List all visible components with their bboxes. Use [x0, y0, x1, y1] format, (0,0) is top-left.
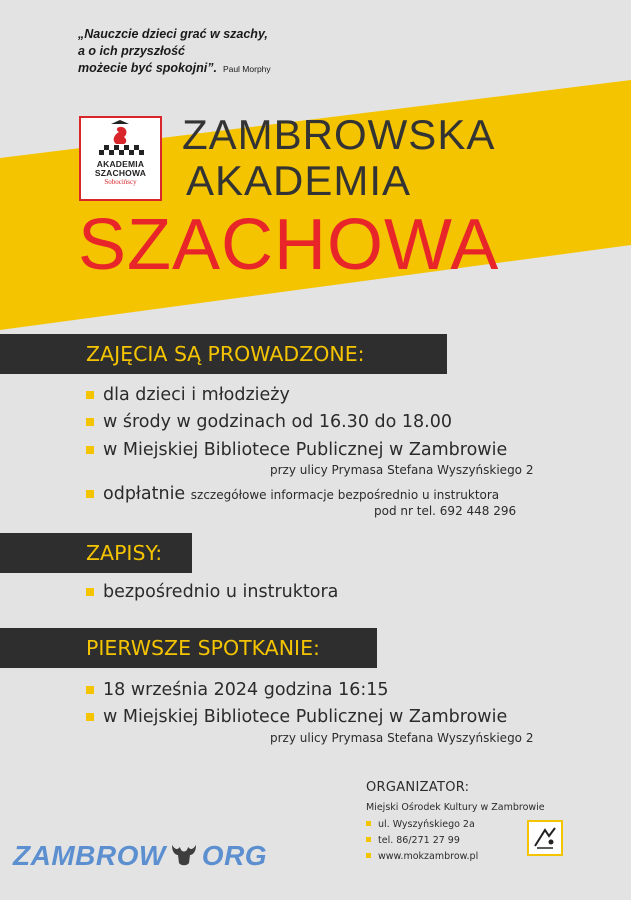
- organizer-phone: tel. 86/271 27 99: [378, 835, 460, 846]
- organizer-item: [366, 819, 475, 830]
- bison-icon: [168, 841, 200, 874]
- list-item: [86, 412, 452, 432]
- mok-logo-icon: [529, 822, 561, 854]
- bullet-icon: [366, 853, 371, 858]
- organizer-heading: ORGANIZATOR:: [366, 780, 470, 795]
- section-heading-first-meeting: PIERWSZE SPOTKANIE:: [0, 628, 377, 668]
- mok-logo: [527, 820, 563, 856]
- quote-line-2: a o ich przyszłość: [78, 44, 185, 58]
- organizer-name: Miejski Ośrodek Kultury w Zambrowie: [366, 802, 545, 813]
- bullet-icon: [366, 821, 371, 826]
- bullet-icon: [86, 490, 94, 498]
- bullet-icon: [366, 837, 371, 842]
- section-heading-enrollment: ZAPISY:: [0, 533, 192, 573]
- phone-line: pod nr tel. 692 448 296: [374, 504, 517, 518]
- logo-text-1: AKADEMIA: [96, 159, 145, 169]
- organizer-address: ul. Wyszyńskiego 2a: [378, 819, 475, 830]
- zambrow-org-watermark: [13, 840, 267, 874]
- list-item-text: w Miejskiej Bibliotece Publicznej w Zambrowie: [103, 707, 508, 727]
- organizer-item: [366, 835, 460, 846]
- bullet-icon: [86, 713, 94, 721]
- list-item: [86, 707, 507, 727]
- chess-knight-icon: [91, 120, 151, 160]
- watermark-right: ORG: [201, 840, 268, 871]
- quote-line-1: „Nauczcie dzieci grać w szachy,: [78, 27, 268, 41]
- morphy-quote: [78, 26, 271, 78]
- logo-text-3: Sobocińscy: [104, 178, 137, 186]
- list-item-text: w Miejskiej Bibliotece Publicznej w Zambrowie: [103, 440, 508, 460]
- list-item: [86, 385, 290, 405]
- address-line: przy ulicy Prymasa Stefana Wyszyńskiego 2: [270, 463, 534, 477]
- list-item-text: w środy w godzinach od 16.30 do 18.00: [103, 412, 452, 432]
- organizer-item[interactable]: [366, 851, 478, 862]
- section-heading-classes: ZAJĘCIA SĄ PROWADZONE:: [0, 334, 447, 374]
- list-item: [86, 440, 507, 460]
- list-item-text: dla dzieci i młodzieży: [103, 385, 290, 405]
- quote-line-3: możecie być spokojni”.: [78, 61, 217, 75]
- logo-text-2: SZACHOWA: [94, 168, 147, 178]
- title-line-1: ZAMBROWSKA: [182, 111, 496, 158]
- bullet-icon: [86, 418, 94, 426]
- title-line-2: AKADEMIA: [186, 157, 412, 204]
- quote-author: Paul Morphy: [222, 64, 271, 74]
- list-item-text: bezpośrednio u instruktora: [103, 582, 339, 602]
- organizer-website-link[interactable]: www.mokzambrow.pl: [378, 851, 479, 862]
- bullet-icon: [86, 686, 94, 694]
- title-line-3: SZACHOWA: [78, 205, 500, 285]
- list-item: [86, 582, 338, 602]
- list-item-text: 18 września 2024 godzina 16:15: [103, 680, 389, 700]
- watermark-left: ZAMBROW: [13, 840, 166, 871]
- list-item: [86, 484, 499, 504]
- list-item-text: odpłatnie: [103, 484, 186, 504]
- bullet-icon: [86, 391, 94, 399]
- list-item: [86, 680, 389, 700]
- paid-info: szczegółowe informacje bezpośrednio u instruktora: [190, 488, 500, 502]
- bullet-icon: [86, 588, 94, 596]
- academy-logo: [79, 116, 162, 201]
- bullet-icon: [86, 446, 94, 454]
- address-line: przy ulicy Prymasa Stefana Wyszyńskiego 2: [270, 731, 534, 745]
